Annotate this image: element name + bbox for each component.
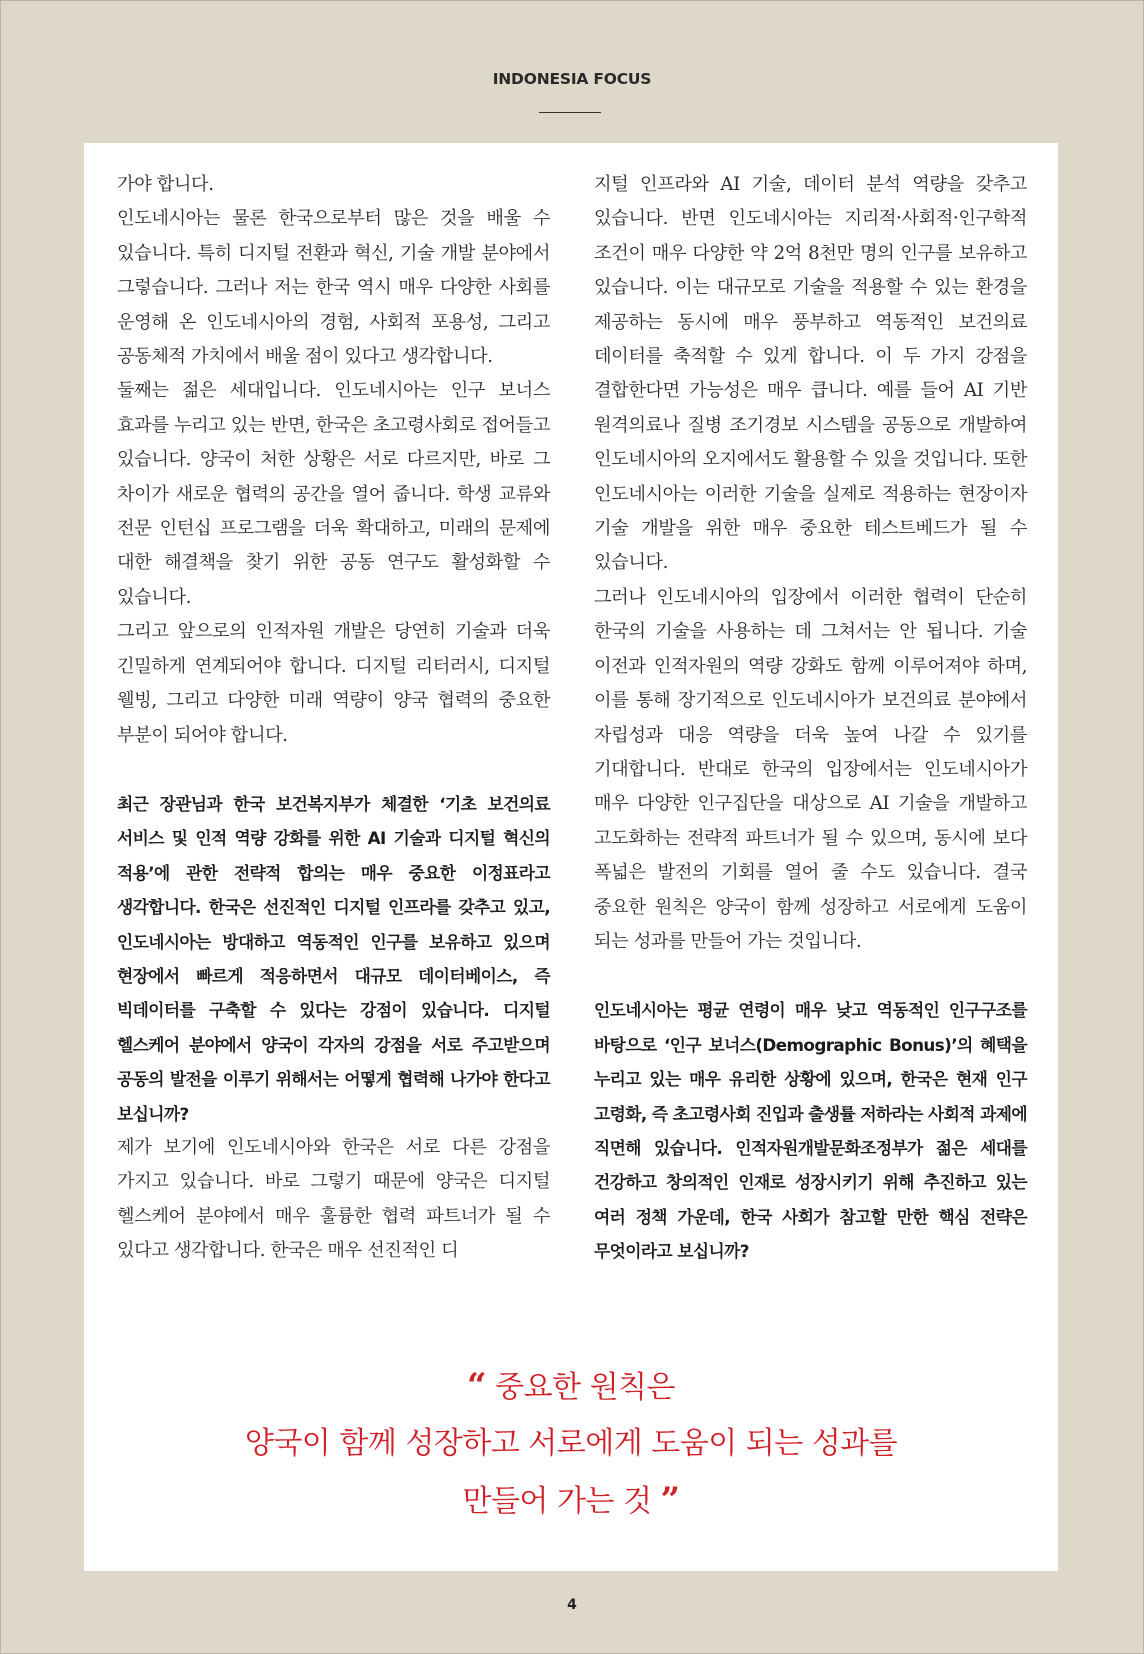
- answer-paragraph: 그리고 앞으로의 인적자원 개발은 당연히 기술과 더욱 긴밀하게 연계되어야 합니다. 디지털 리터러시, 디지털 웰빙, 그리고 다양한 미래 역량이 양국 협력의 중요한 부분이 되어야 합니다.: [117, 621, 550, 746]
- close-quote-mark: ”: [660, 1480, 680, 1520]
- answer-paragraph: 인도네시아는 물론 한국으로부터 많은 것을 배울 수 있습니다. 특히 디지털 전환과 혁신, 기술 개발 분야에서 그렇습니다. 그러나 저는 한국 역시 매우 다양한 사회를 운영해 온 인도네시아의 경험, 사회적 포용성, 그리고 공동체적 가치에서 배울 점이 있다고 생각합니다.: [117, 208, 550, 368]
- right-column: [594, 168, 1027, 1269]
- pull-quote-line-2: 양국이 함께 성장하고 서로에게 도움이 되는 성과를: [244, 1426, 898, 1461]
- interview-question: 최근 장관님과 한국 보건복지부가 체결한 ‘기초 보건의료 서비스 및 인적 역량 강화를 위한 AI 기술과 디지털 혁신의 적용’에 관한 전략적 합의는 매우 중요한 이정표라고 생각합니다. 한국은 선진적인 디지털 인프라를 갖추고 있고, 인도네시아는 방대하고 역동적인 인구를 보유하고 있으며 현장에서 빠르게 적응하면서 대규모 데이터베이스, 즉 빅데이터를 구축할 수 있다는 강점이 있습니다. 디지털 헬스케어 분야에서 양국이 각자의 강점을 서로 주고받으며 공동의 발전을 이루기 위해서는 어떻게 협력해 나가야 한다고 보십니까?: [117, 793, 550, 1124]
- left-column: [117, 168, 550, 1269]
- article-panel: [84, 143, 1058, 1571]
- pull-quote-line-1: “ 중요한 원칙은: [466, 1366, 676, 1406]
- interview-question: 인도네시아는 평균 연령이 매우 낮고 역동적인 인구구조를 바탕으로 ‘인구 보너스(Demographic Bonus)’의 혜택을 누리고 있는 매우 유리한 상황에 있으며, 한국은 현재 인구 고령화, 즉 초고령사회 진입과 출생률 저하라는 사회적 과제에 직면해 있습니다. 인적자원개발문화조정부가 젊은 세대를 건강하고 창의적인 인재로 성장시키기 위해 추진하고 있는 여러 정책 가운데, 한국 사회가 참고할 만한 핵심 전략은 무엇이라고 보십니까?: [594, 1000, 1027, 1262]
- pull-quote: [84, 1358, 1058, 1530]
- publication-header: INDONESIA FOCUS: [492, 70, 652, 88]
- header-divider: [539, 112, 601, 113]
- answer-paragraph: 지털 인프라와 AI 기술, 데이터 분석 역량을 갖추고 있습니다. 반면 인도네시아는 지리적·사회적·인구학적 조건이 매우 다양한 약 2억 8천만 명의 인구를 보유하고 있습니다. 이는 대규모로 기술을 적용할 수 있는 환경을 제공하는 동시에 매우 풍부하고 역동적인 보건의료 데이터를 축적할 수 있게 합니다. 이 두 가지 강점을 결합한다면 가능성은 매우 큽니다. 예를 들어 AI 기반 원격의료나 질병 조기경보 시스템을 공동으로 개발하여 인도네시아의 오지에서도 활용할 수 있을 것입니다. 또한 인도네시아는 이러한 기술을 실제로 적용하는 현장이자 기술 개발을 위한 매우 중요한 테스트베드가 될 수 있습니다.: [594, 174, 1027, 574]
- pull-quote-line-3: 만들어 가는 것 ”: [462, 1480, 680, 1520]
- answer-paragraph: 그러나 인도네시아의 입장에서 이러한 협력이 단순히 한국의 기술을 사용하는 데 그쳐서는 안 됩니다. 기술 이전과 인적자원의 역량 강화도 함께 이루어져야 하며, 이를 통해 장기적으로 인도네시아가 보건의료 분야에서 자립성과 대응 역량을 더욱 높여 나갈 수 있기를 기대합니다. 반대로 한국의 입장에서는 인도네시아가 매우 다양한 인구집단을 대상으로 AI 기술을 개발하고 고도화하는 전략적 파트너가 될 수 있으며, 동시에 보다 폭넓은 발전의 기회를 열어 줄 수도 있습니다. 결국 중요한 원칙은 양국이 함께 성장하고 서로에게 도움이 되는 성과를 만들어 가는 것입니다.: [594, 586, 1027, 952]
- answer-paragraph: 둘째는 젊은 세대입니다. 인도네시아는 인구 보너스 효과를 누리고 있는 반면, 한국은 초고령사회로 접어들고 있습니다. 양국이 처한 상황은 서로 다르지만, 바로 그 차이가 새로운 협력의 공간을 열어 줍니다. 학생 교류와 전문 인턴십 프로그램을 더욱 확대하고, 미래의 문제에 대한 해결책을 찾기 위한 공동 연구도 활성화할 수 있습니다.: [117, 380, 550, 608]
- answer-paragraph: 제가 보기에 인도네시아와 한국은 서로 다른 강점을 가지고 있습니다. 바로 그렇기 때문에 양국은 디지털 헬스케어 분야에서 매우 훌륭한 협력 파트너가 될 수 있다고 생각합니다. 한국은 매우 선진적인 디: [117, 1136, 550, 1262]
- answer-paragraph: 가야 합니다.: [117, 174, 214, 195]
- page-number: 4: [567, 1597, 577, 1613]
- open-quote-mark: “: [466, 1366, 487, 1406]
